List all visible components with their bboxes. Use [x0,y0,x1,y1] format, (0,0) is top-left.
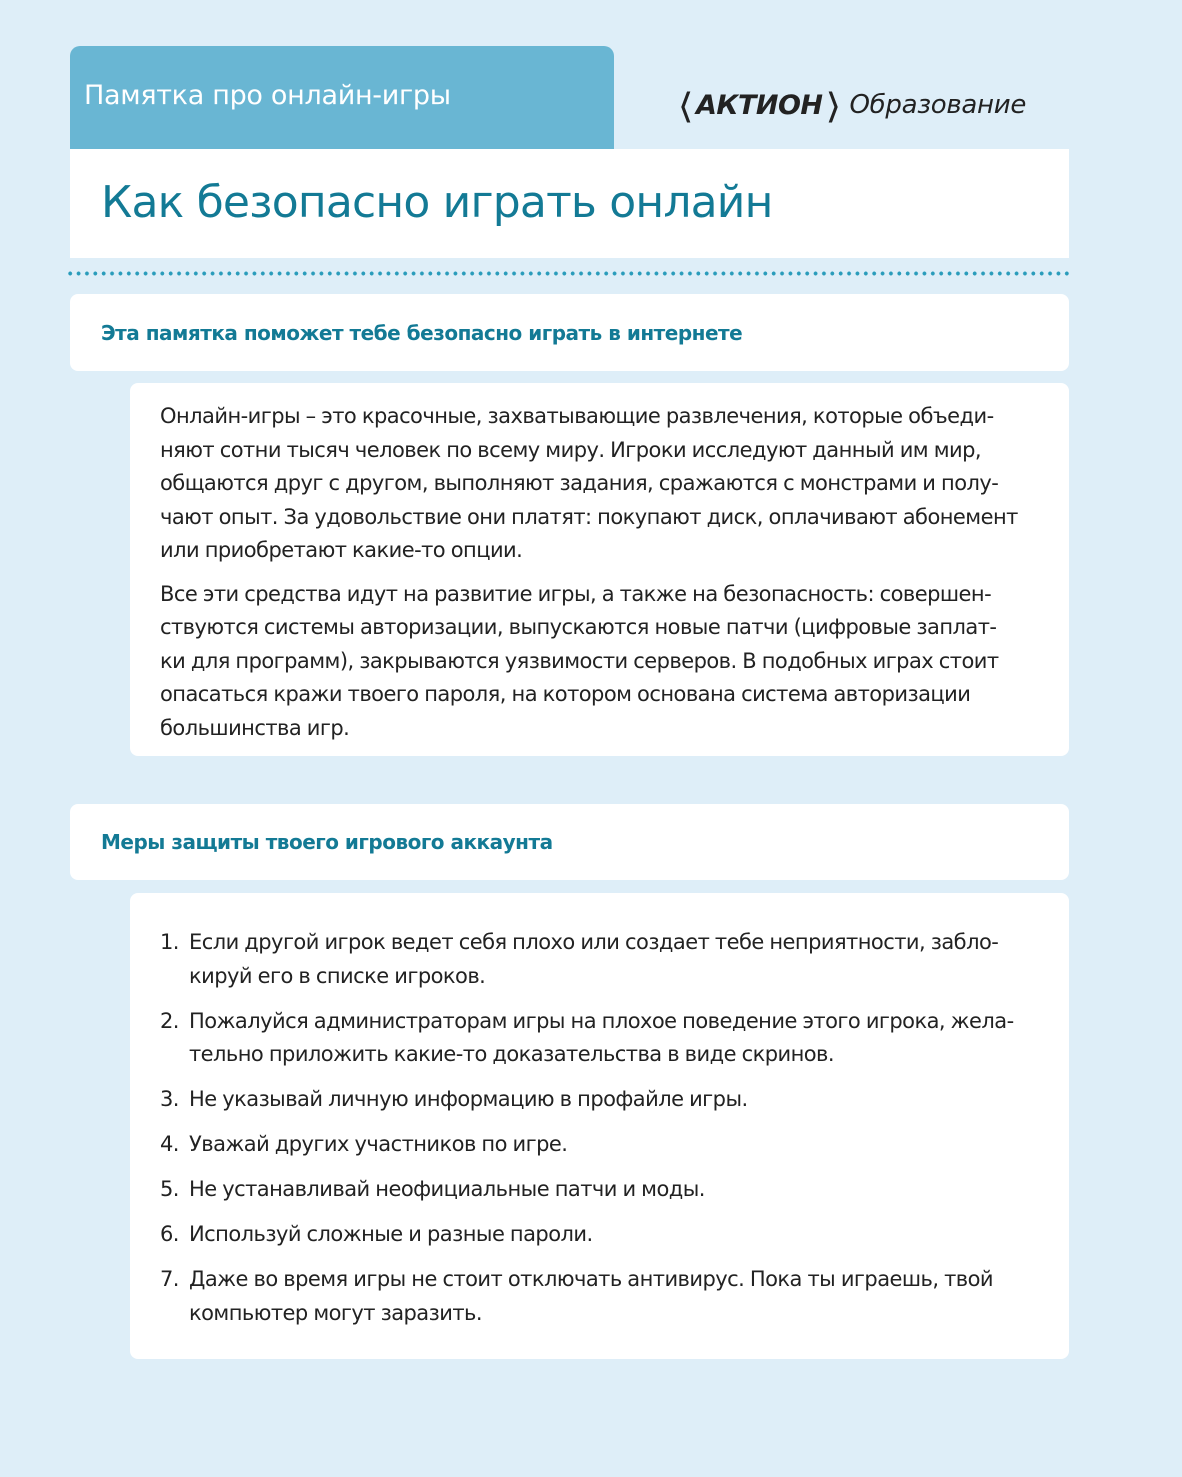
list-item-text: Уважай других участников по игре. [189,1132,568,1156]
list-item-number: 1. [160,930,179,954]
intro-heading: Эта памятка поможет тебе безопасно играть в интернете [101,320,743,345]
protection-heading: Меры защиты твоего игрового аккаунта [101,830,553,854]
list-item-number: 2. [160,1008,179,1033]
brand-bracket-left: ❬ [676,87,696,123]
brand-subtitle: Образование [849,90,1027,120]
list-item-text: Если другой игрок ведет себя плохо или создает тебе неприятности, забло- кируй его в списке игроков. [189,930,999,988]
list-item-text: Не указывай личную информацию в профайле игры. [189,1087,748,1111]
list-item-number: 3. [160,1087,179,1111]
list-item-text: Используй сложные и разные пароли. [189,1222,593,1246]
list-item-text: Пожалуйся администраторам игры на плохое поведение этого игрока, жела- тельно приложить какие-то доказательства в виде скринов. [189,1008,1014,1066]
intro-heading-box [70,294,1069,371]
intro-paragraph-2: Все эти средства идут на развитие игры, а также на безопасность: совершен- ствуются системы авторизации, выпускаются новые патчи (цифровые заплат- ки для программ), закрываются уязвимости серверов. В подобных играх стоит опасаться кражи твоего пароля, на котором основана система авторизации большинства игр. [160,581,999,740]
list-item-number: 7. [160,1267,179,1291]
list-item [160,1005,1041,1072]
protection-card [130,893,1069,1359]
protection-list [160,926,1041,1330]
list-item [160,1128,1041,1162]
dotted-divider [66,271,1072,276]
title-box [70,149,1069,258]
list-item-number: 5. [160,1177,179,1201]
brand-bracket-right: ❭ [822,87,843,123]
list-item [160,926,1041,993]
list-item [160,1173,1041,1207]
list-item [160,1218,1041,1252]
intro-card [130,383,1069,756]
list-item-text: Не устанавливай неофициальные патчи и моды. [189,1177,705,1201]
list-item-number: 4. [160,1132,179,1156]
list-item [160,1263,1041,1330]
brand-name: АКТИОН [695,89,823,121]
list-item-number: 6. [160,1222,179,1246]
intro-paragraph-1: Онлайн-игры – это красочные, захватывающие развлечения, которые объеди- няют сотни тысяч человек по всему миру. Игроки исследуют данный им мир, общаются друг с другом, выполняют задания, сражаются с монстрами и полу- чают опыт. За удовольствие они платят: покупают диск, оплачивают абонемент или приобретают какие-то опции. [160,404,1018,562]
header-tab-label: Памятка про онлайн-игры [84,80,451,111]
protection-heading-box [70,804,1069,880]
list-item [160,1083,1041,1117]
list-item-text: Даже во время игры не стоит отключать антивирус. Пока ты играешь, твой компьютер могут заразить. [189,1267,994,1325]
page-title: Как безопасно играть онлайн [101,177,773,228]
brand-logo [676,80,1070,130]
header-tab [70,46,614,149]
